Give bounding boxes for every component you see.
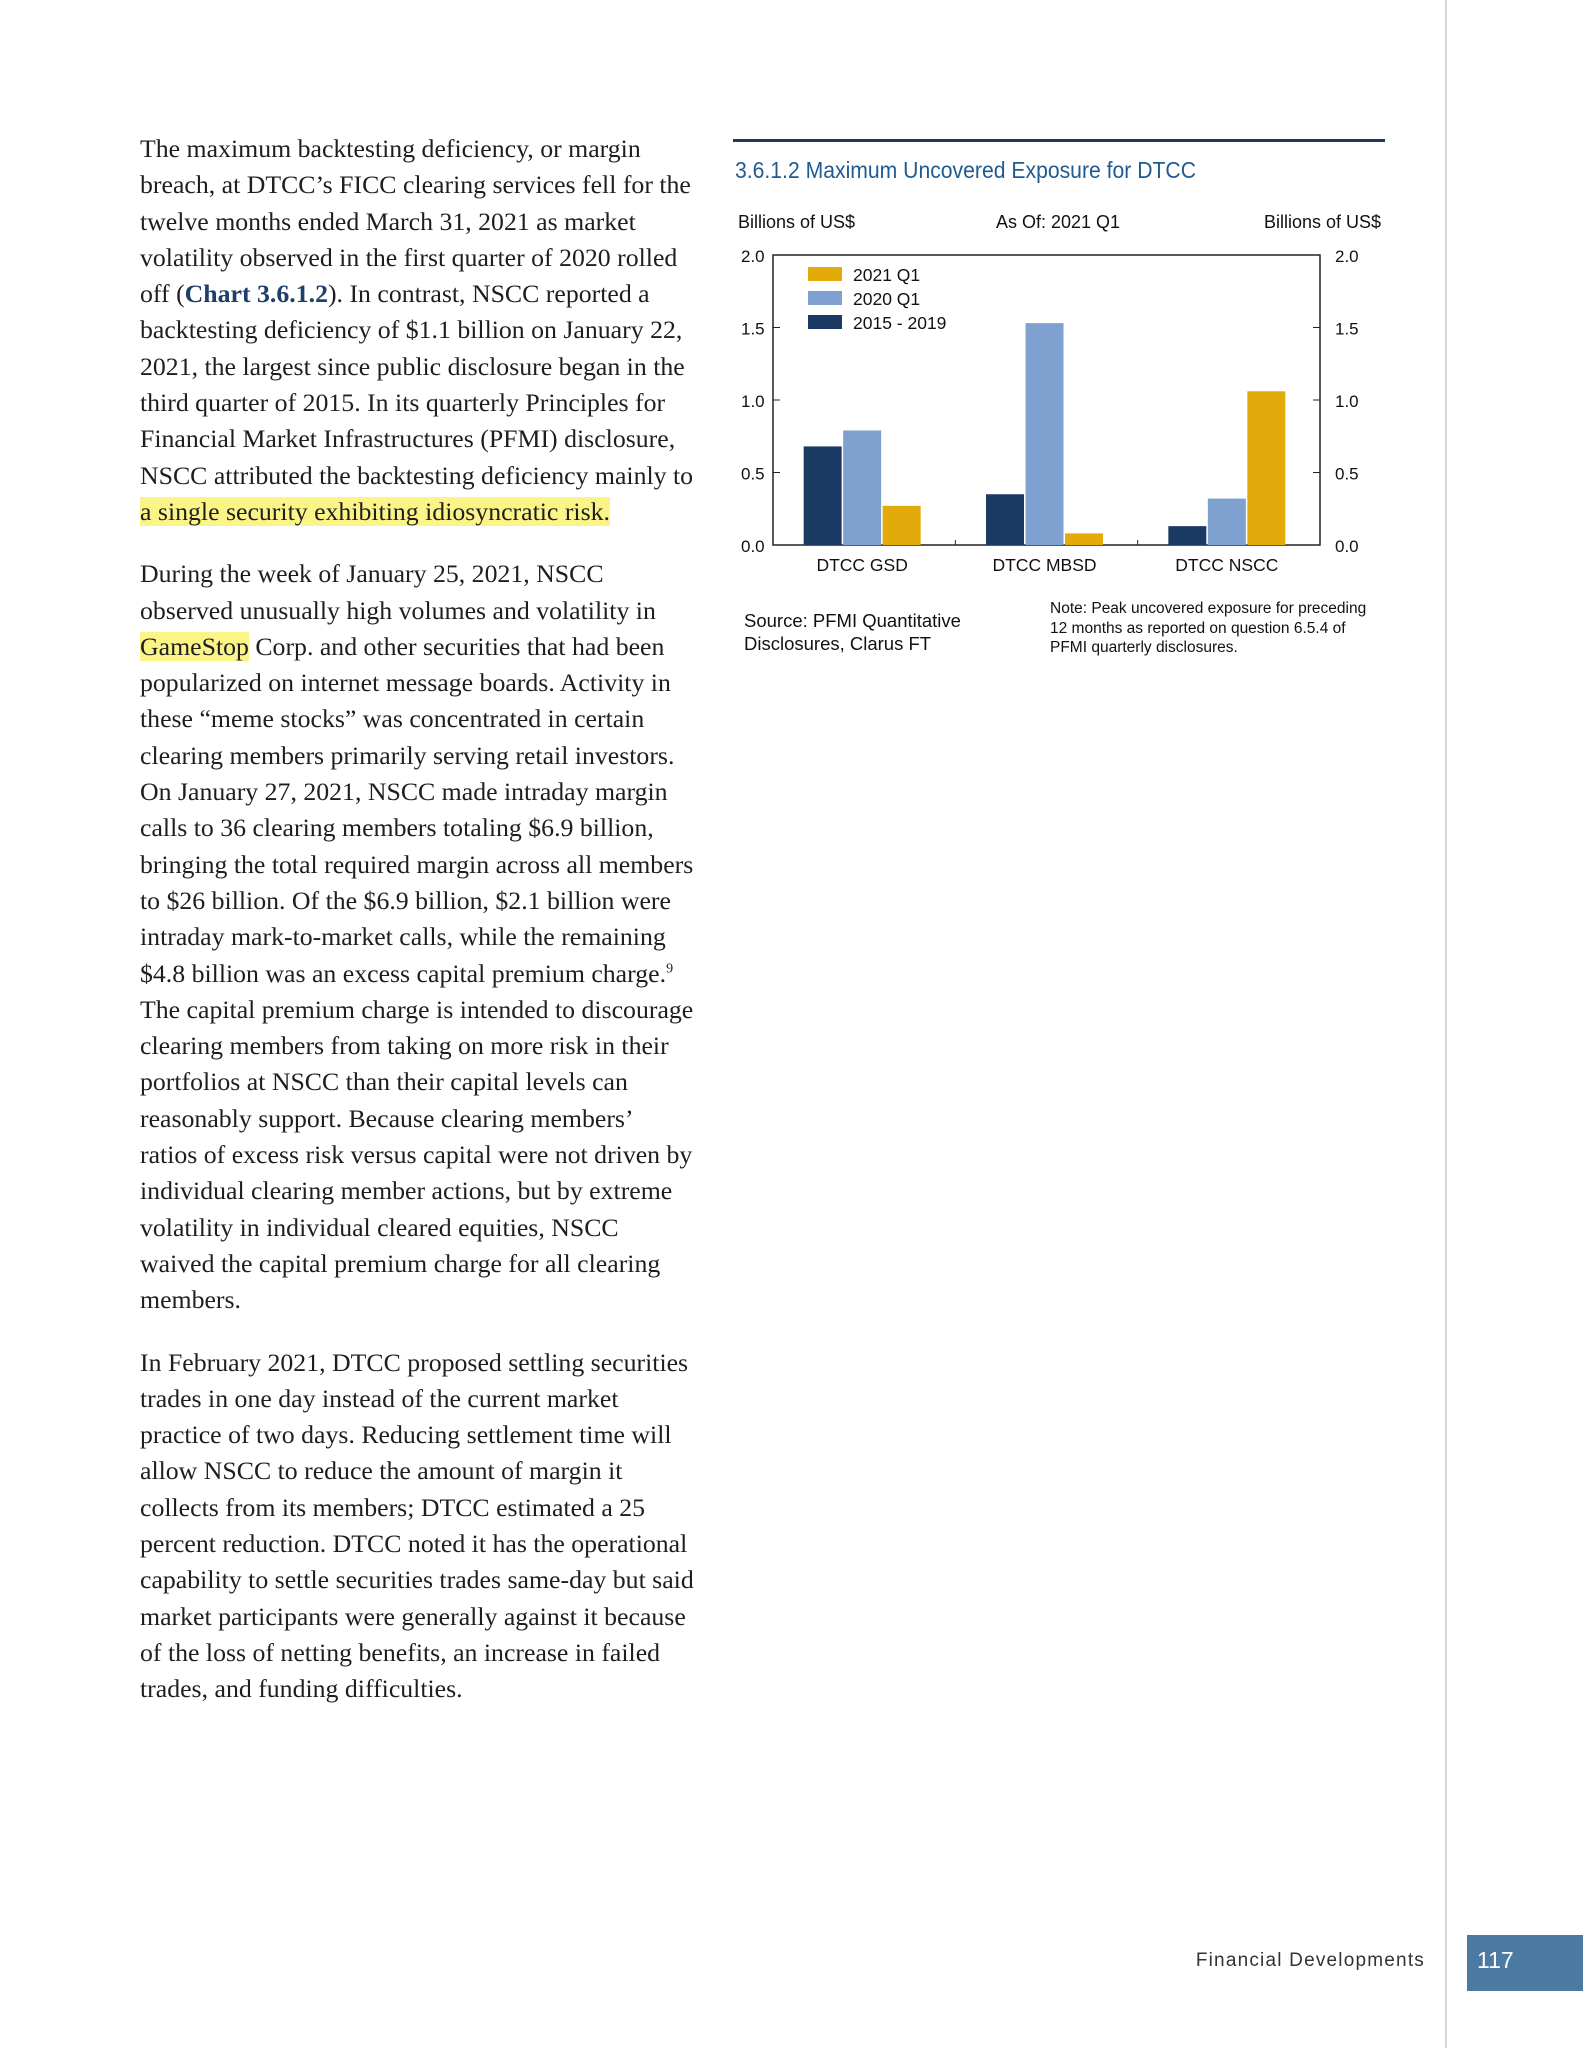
paragraph-1: The maximum backtesting deficiency, or margin breach, at DTCC’s FICC clearing services fell for the twelve months ended March 31, 2021 as market volatility observed in the first quarter of 2020 rolled off (Chart 3.6.1.2). In contrast, NSCC reported a backtesting deficiency of $1.1 billion on January 22, 2021, the largest since public disclosure began in the third quarter of 2015. In its quarterly Principles for Financial Market Infrastructures (PFMI) disclosure, NSCC attributed the backtesting deficiency mainly to a single security exhibiting idiosyncratic risk. (140, 134, 694, 526)
page-number: 117 (1477, 1947, 1514, 1973)
chart-top-rule (733, 139, 1385, 142)
page-edge-rule (1445, 0, 1447, 2048)
x-tick-label: DTCC MBSD (992, 555, 1097, 575)
chart-subtitle: As Of: 2021 Q1 (995, 212, 1121, 232)
y-tick-label-right: 0.5 (1335, 464, 1359, 484)
y-tick-label-left: 2.0 (741, 247, 765, 266)
bar-dtcc-gsd-2021q1 (883, 506, 921, 545)
bar-dtcc-mbsd-2020q1 (1026, 323, 1064, 545)
bar-dtcc-nscc-2020q1 (1208, 499, 1246, 545)
footer-section-label: Financial Developments (1195, 1950, 1425, 1971)
paragraph-2: During the week of January 25, 2021, NSCC observed unusually high volumes and volatility in GameStop Corp. and other securities that had been popularized on internet message boards. Activity in these “meme stocks” was concentrated in certain clearing members primarily serving retail investors. On January 27, 2021, NSCC made intraday margin calls to 36 clearing members totaling $6.9 billion, bringing the total required margin across all members to $26 billion. Of the $6.9 billion, $2.1 billion were intraday mark-to-market calls, while the remaining $4.8 billion was an excess capital premium charge.$^9$ The capital premium charge is intended to discourage clearing members from taking on more risk in their portfolios at NSCC than their capital levels can reasonably support. Because clearing members’ ratios of excess risk versus capital were not driven by individual clearing member actions, but by extreme volatility in individual cleared equities, NSCC waived the capital premium charge for all clearing members. (140, 559, 694, 1315)
page-number-box (1467, 1935, 1583, 1991)
bar-dtcc-mbsd-2021q1 (1065, 533, 1103, 545)
y-tick-label-right: 1.0 (1335, 392, 1359, 411)
y-tick-label-right: 0.0 (1335, 537, 1359, 556)
chart-panel (733, 139, 1385, 679)
highlighted-text: GameStop (140, 631, 249, 661)
y-tick-label-right: 2.0 (1335, 247, 1359, 266)
bar-dtcc-nscc-20152019 (1168, 526, 1206, 545)
bar-dtcc-gsd-20152019 (804, 446, 842, 545)
legend-label: 2015 - 2019 (853, 313, 947, 333)
highlighted-text: a single security exhibiting idiosyncratic risk. (140, 496, 610, 526)
y-tick-label-left: 0.0 (741, 537, 765, 556)
chart-source: Source: PFMI Quantitative Disclosures, Clarus FT (744, 610, 961, 654)
legend-swatch (808, 291, 842, 305)
bar-dtcc-mbsd-20152019 (986, 494, 1024, 545)
y-tick-label-left: 1.5 (741, 319, 765, 339)
paragraph-3: In February 2021, DTCC proposed settling securities trades in one day instead of the current market practice of two days. Reducing settlement time will allow NSCC to reduce the amount of margin it collects from its members; DTCC estimated a 25 percent reduction. DTCC noted it has the operational capability to settle securities trades same-day but said market participants were generally against it because of the loss of netting benefits, an increase in failed trades, and funding difficulties. (140, 1347, 694, 1704)
y-axis-label-left: Billions of US$ (738, 212, 856, 232)
y-tick-label-right: 1.5 (1335, 319, 1359, 339)
x-tick-label: DTCC NSCC (1175, 555, 1279, 575)
bar-chart (733, 199, 1385, 599)
chart-title: 3.6.1.2 Maximum Uncovered Exposure for DTCC (735, 157, 1196, 183)
body-text-column (140, 131, 695, 1733)
legend-label: 2020 Q1 (853, 289, 921, 309)
legend-swatch (808, 315, 842, 329)
y-tick-label-left: 0.5 (741, 464, 765, 484)
bar-dtcc-nscc-2021q1 (1247, 391, 1285, 545)
chart-reference-link[interactable]: Chart 3.6.1.2 (184, 279, 328, 309)
legend-label: 2021 Q1 (853, 265, 921, 285)
y-tick-label-left: 1.0 (741, 392, 765, 411)
footnote-marker[interactable]: 9 (666, 960, 674, 976)
legend-swatch (808, 267, 842, 281)
y-axis-label-right: Billions of US$ (1263, 212, 1381, 232)
x-tick-label: DTCC GSD (816, 555, 908, 575)
bar-dtcc-gsd-2020q1 (843, 430, 881, 545)
chart-note: Note: Peak uncovered exposure for preceding 12 months as reported on question 6.5.4 of PFMI quarterly disclosures. (1050, 600, 1367, 656)
